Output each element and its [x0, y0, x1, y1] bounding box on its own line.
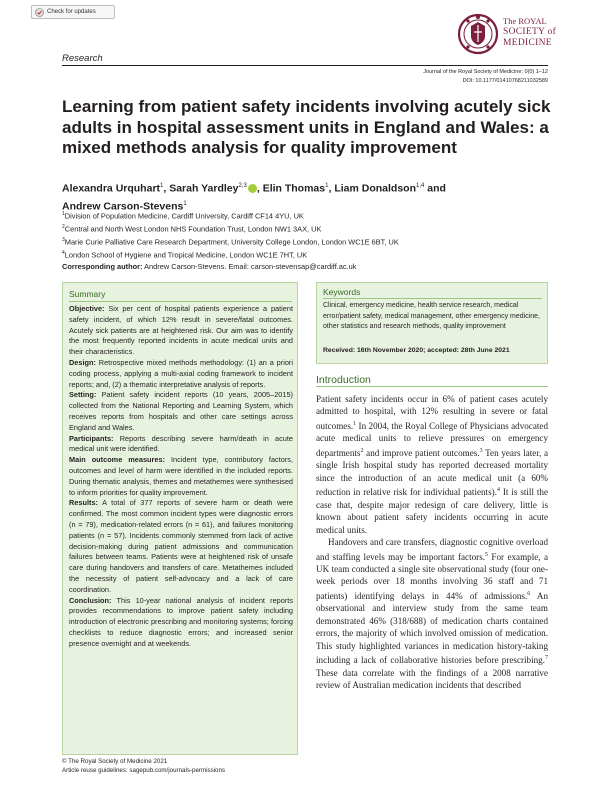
author-affiliation-mark: 1,4: [416, 183, 425, 189]
author-separator: and: [424, 182, 446, 195]
author-affiliation-mark: 1: [325, 183, 329, 189]
summary-content: Six per cent of hospital patients experience a patient safety incident, of which 12% result in severe/fatal outcomes. Acutely sick patients are at heightened risk. Our aim was to identify the most frequently reported incidents in acute medical units and their characteristics.: [69, 304, 293, 357]
citation-ref[interactable]: 4: [496, 487, 500, 494]
section-label: Research: [62, 53, 103, 64]
author-affiliation-mark: 1: [160, 183, 164, 189]
affiliation-list: [62, 209, 552, 261]
summary-label: Results:: [69, 498, 98, 508]
body-text: It is still the case that, despite major redesign of care delivery, little is known about patient safety incidents occurring in acute medical units.: [316, 487, 549, 535]
affiliation: [62, 209, 552, 222]
affiliation: [62, 222, 552, 235]
summary-rule: [69, 301, 292, 302]
summary-label: Objective:: [69, 304, 105, 313]
summary-paragraph: [69, 304, 293, 358]
body-text: Patient safety incidents occur in 6% of patient cases acutely admitted to hospital, with 12% resulting in severe or fatal outcomes.: [316, 394, 548, 431]
summary-content: Incident type, contributory factors, outcomes and level of harm were identified in the included reports. During thematic analysis, themes and metathemes were synthesised to inform priorities for quality improvement.: [69, 455, 293, 497]
header-rule: [62, 65, 548, 66]
author-name: Andrew Carson-Stevens: [62, 200, 184, 212]
summary-paragraph: [69, 358, 293, 390]
summary-content: Patient safety incident reports (10 years, 2005–2015) collected from the National Reporting and Learning System, which receives reports from hospitals and other care settings across England and Wales.: [69, 390, 293, 432]
summary-label: Main outcome measures:: [69, 455, 166, 465]
author-separator: ,: [163, 182, 170, 195]
affiliation-text: Central and North West London NHS Foundation Trust, London NW1 3AX, UK: [64, 224, 322, 234]
author-separator: ,: [256, 182, 263, 195]
introduction-rule: [316, 386, 548, 387]
body-text: These data correlate with the findings of a 2008 narrative review of Australian medication incidents that described: [316, 667, 548, 691]
author-name: Alexandra Urquhart: [62, 182, 161, 195]
introduction-body: [316, 393, 548, 692]
logo-line-3: MEDICINE: [503, 38, 552, 48]
citation-ref[interactable]: 5: [485, 551, 489, 558]
update-check-icon: [35, 8, 44, 17]
affiliation: [62, 248, 552, 261]
logo-line-2: SOCIETY of: [503, 27, 557, 37]
page-footer: [62, 757, 225, 775]
keywords-heading: Keywords: [323, 287, 361, 297]
crest-icon: [456, 10, 500, 58]
received-dates: Received: 16th November 2020; accepted: 28th June 2021: [323, 347, 510, 354]
corresponding-label: Corresponding author:: [62, 261, 143, 271]
summary-paragraph: [69, 498, 293, 595]
reuse-guidelines[interactable]: Article reuse guidelines: sagepub.com/journals-permissions: [62, 767, 226, 774]
summary-paragraph: [69, 434, 293, 456]
citation-ref[interactable]: 1: [353, 420, 357, 427]
body-text: and improve patient outcomes.: [363, 447, 480, 458]
author-affiliation-mark: 1: [183, 200, 187, 207]
orcid-icon[interactable]: [248, 184, 257, 193]
article-title: Learning from patient safety incidents involving acutely sick adults in hospital assessment units in England and Wales: a mixed methods analysis for quality improvement: [62, 97, 551, 157]
author-name: Liam Donaldson: [334, 182, 416, 195]
affiliations: [62, 209, 552, 272]
summary-content: Retrospective mixed methods methodology: (1) an a priori coding process, applying a multi-axial coding framework to incident reports; and, (2) a thematic interpretative analysis of reports.: [69, 357, 293, 389]
summary-content: This 10-year national analysis of incident reports provides recommendations to improve patient safety including introduction of electronic prescribing and monitoring systems; forcing checklists to reduce diagnostic errors; and increased senior presence overnight and at weekends.: [69, 595, 293, 648]
body-text: In 2004, the Royal College of Physicians advocated acute medical units to relieve pressures on emergency departments: [316, 420, 548, 458]
citation-ref[interactable]: 2: [360, 447, 364, 454]
summary-label: Conclusion:: [69, 595, 112, 605]
summary-label: Participants:: [69, 433, 114, 443]
summary-label: Setting:: [69, 390, 97, 400]
summary-label: Design:: [69, 357, 96, 367]
citation-ref[interactable]: 7: [545, 655, 548, 662]
rsm-logo: [456, 10, 571, 58]
affiliation: [62, 235, 552, 248]
affiliation-number: 2: [62, 223, 65, 230]
body-text: Handovers and care transfers, diagnostic cognitive overload and staffing levels may be important factors.: [316, 537, 548, 562]
summary-paragraph: [69, 596, 293, 650]
body-text: An observational and interview study from the same team demonstrated 46% (318/688) of medication charts contained errors, the majority of which involved omission of medication. This study highlighted variances in medication history-taking including a lack of collaborative histories before prescribing.: [316, 590, 548, 666]
author-affiliation-mark: 2,3: [238, 183, 247, 189]
summary-paragraph: [69, 390, 293, 433]
body-paragraph: [316, 393, 548, 536]
body-text: Ten years later, a single Irish hospital study has reported decreased mortality since the introduction of an acute medical unit (a 60% reduction in relative risk for individual patients).: [316, 447, 549, 498]
copyright: © The Royal Society of Medicine 2021: [62, 758, 168, 765]
keywords-text: Clinical, emergency medicine, health service research, medical error/patient safety, medical management, other emergency medicine, other statistics and research methods, quality improvement: [323, 302, 540, 330]
summary-paragraph: [69, 455, 293, 498]
check-for-updates-badge[interactable]: [31, 5, 115, 19]
doi[interactable]: DOI: 10.1177/01410768211032589: [462, 78, 548, 84]
badge-label: Check for updates: [47, 9, 96, 15]
summary-content: Reports describing severe harm/death in acute medical unit were identified.: [69, 433, 293, 454]
affiliation-text: Division of Population Medicine, Cardiff University, Cardiff CF14 4YU, UK: [64, 211, 304, 221]
summary-text: [69, 304, 293, 650]
corresponding-text: Andrew Carson-Stevens. Email: carson-stevensap@cardiff.ac.uk: [142, 261, 357, 271]
corresponding-author: [62, 261, 552, 272]
journal-reference: [300, 68, 548, 86]
body-paragraph: [316, 536, 548, 692]
affiliation-number: 3: [62, 236, 65, 243]
author-separator: ,: [328, 182, 335, 195]
citation-ref[interactable]: 3: [479, 447, 483, 454]
affiliation-text: London School of Hygiene and Tropical Medicine, London WC1E 7HT, UK: [64, 250, 308, 260]
author-name: Elin Thomas: [262, 182, 326, 195]
citation-ref[interactable]: 6: [527, 590, 531, 597]
body-text: For example, a UK team conducted a single site observational study (four one-week periods over 18 months involving 36 staff and 71 patients) identifying delays in 44% of admissions.: [316, 551, 548, 601]
affiliation-number: 1: [62, 211, 65, 217]
affiliation-number: 4: [62, 249, 65, 256]
author-name: Sarah Yardley: [169, 182, 239, 195]
affiliation-text: Marie Curie Palliative Care Research Department, University College London, London WC1E 6BT, UK: [64, 237, 399, 247]
keywords-box: [316, 282, 548, 364]
keywords-rule: [323, 298, 542, 299]
logo-line-1: The ROYAL: [503, 16, 547, 26]
journal-citation: Journal of the Royal Society of Medicine; 0(0) 1–12: [423, 69, 548, 75]
summary-content: A total of 377 reports of severe harm or death were confirmed. The most common incident types were diagnostic errors (n = 79), medication-related errors (n = 61), and failures monitoring patients (n = 57). Incidents commonly stemmed from lack of active decision-making during patient admissions and communication failures between teams. Patients were at heightened risk of unsafe care during handovers and transfers of care. Metathemes included the necessity of patient self-advocacy and a lack of care coordination.: [69, 498, 293, 594]
summary-heading: Summary: [69, 289, 106, 299]
summary-box: [62, 282, 298, 755]
introduction-heading: Introduction: [316, 374, 371, 386]
